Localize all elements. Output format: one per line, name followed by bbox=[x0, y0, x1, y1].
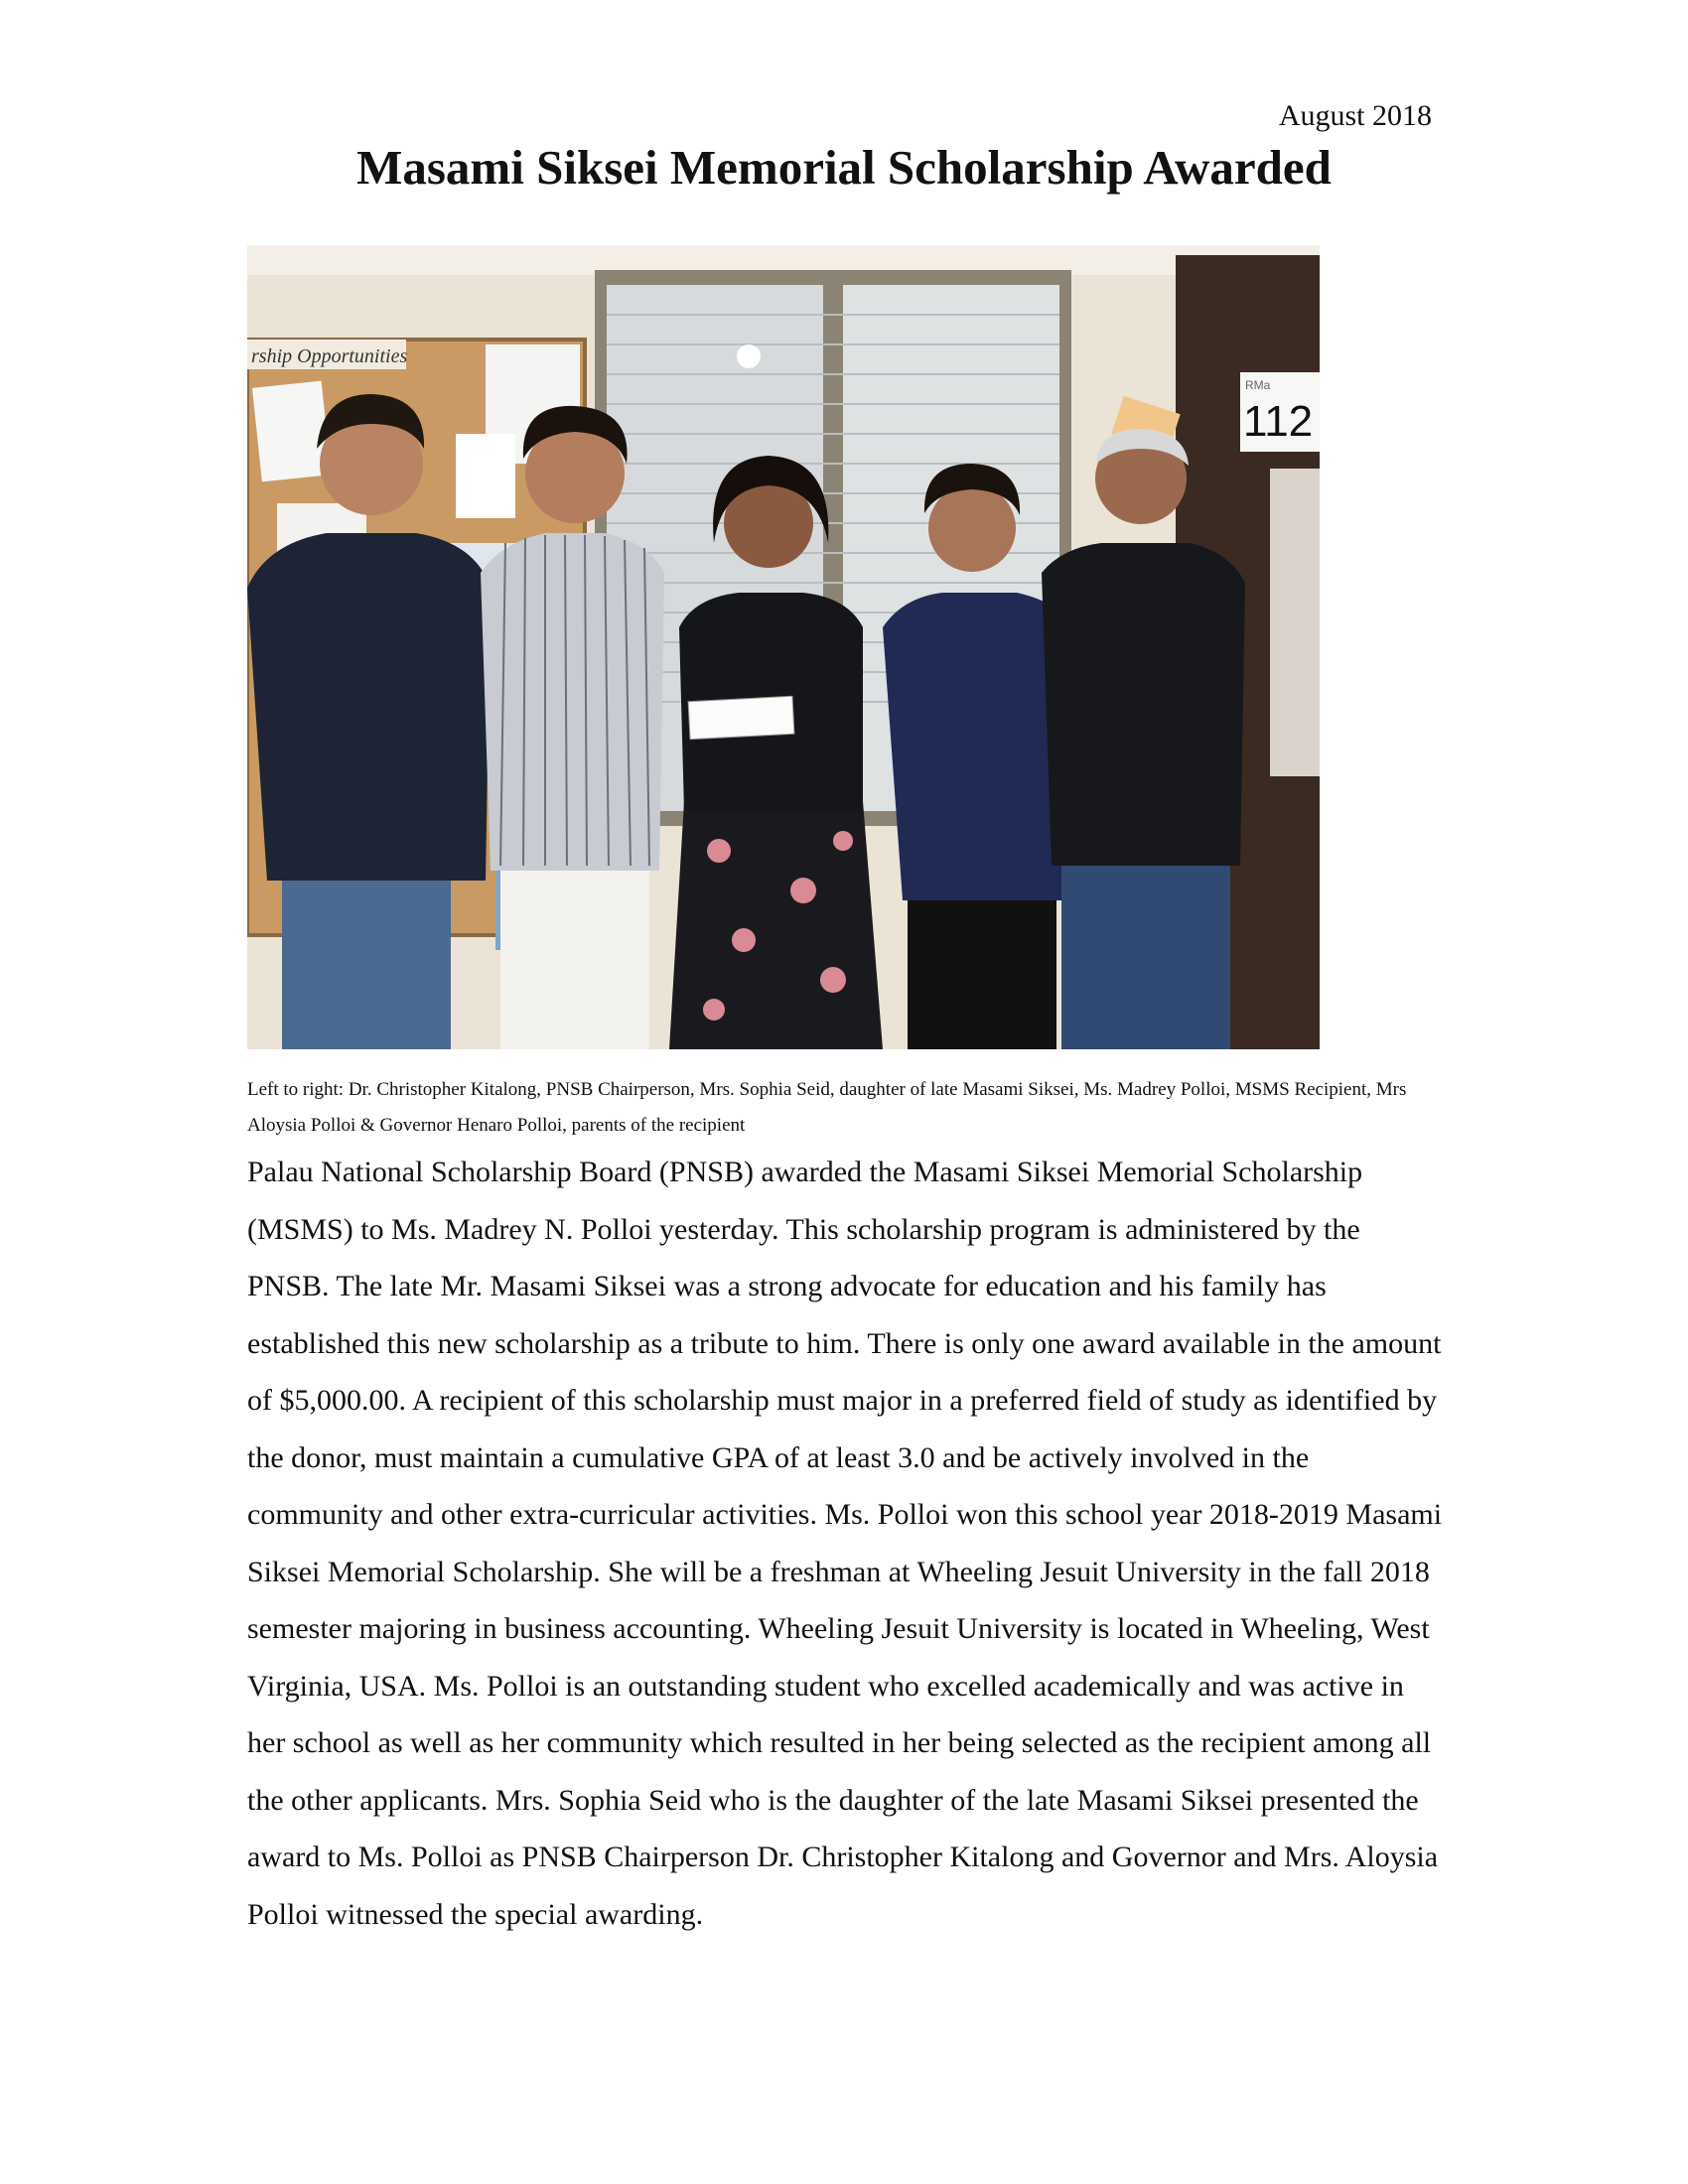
photo-illustration bbox=[247, 245, 1320, 1049]
award-photo bbox=[247, 245, 1320, 1049]
article-title: Masami Siksei Memorial Scholarship Awarded bbox=[356, 140, 1332, 195]
article-body: Palau National Scholarship Board (PNSB) awarded the Masami Siksei Memorial Scholarship (MSMS) to Ms. Madrey N. Polloi yesterday. This scholarship program is administered by the PNSB. The late Mr. Masami Siksei was a strong advocate for education and his family has established this new scholarship as a tribute to him. There is only one award available in the amount of $5,000.00. A recipient of this scholarship must major in a preferred field of study as identified by the donor, must maintain a cumulative GPA of at least 3.0 and be actively involved in the community and other extra-curricular activities. Ms. Polloi won this school year 2018-2019 Masami Siksei Memorial Scholarship. She will be a freshman at Wheeling Jesuit University in the fall 2018 semester majoring in business accounting. Wheeling Jesuit University is located in Wheeling, West Virginia, USA. Ms. Polloi is an outstanding student who excelled academically and was active in her school as well as her community which resulted in her being selected as the recipient among all the other applicants. Mrs. Sophia Seid who is the daughter of the late Masami Siksei presented the award to Ms. Polloi as PNSB Chairperson Dr. Christopher Kitalong and Governor and Mrs. Aloysia Polloi witnessed the special awarding. bbox=[247, 1156, 1443, 1931]
board-sign-text: rship Opportunities bbox=[251, 345, 408, 367]
photo-caption: Left to right: Dr. Christopher Kitalong, PNSB Chairperson, Mrs. Sophia Seid, daughter of late Masami Siksei, Ms. Madrey Polloi, MSMS Recipient, Mrs Aloysia Polloi & Governor Henaro Polloi, parents of the recipient bbox=[247, 1079, 1407, 1136]
scholarship-check bbox=[688, 696, 794, 739]
room-sign-label: RMa bbox=[1245, 378, 1271, 392]
room-number: 112 bbox=[1243, 397, 1314, 446]
article-date: August 2018 bbox=[1278, 99, 1432, 132]
